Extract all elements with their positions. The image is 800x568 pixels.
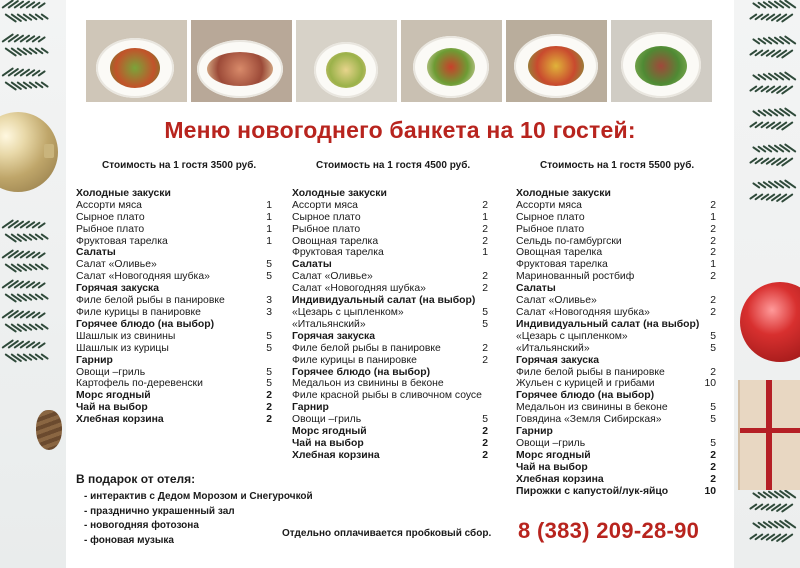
menu-item-row	[516, 414, 716, 426]
menu-item-label: Ассорти мяса	[292, 199, 358, 211]
menu-item-qty: 1	[266, 223, 272, 235]
menu-item-label: Чай на выбор	[292, 437, 364, 449]
menu-item-label: «Цезарь с цыпленком»	[292, 306, 404, 318]
menu-item-label: Горячая закуска	[516, 354, 600, 366]
menu-item-row	[76, 378, 272, 390]
menu-item-row	[292, 355, 488, 367]
menu-item-row	[516, 212, 716, 224]
menu-item-label: Говядина «Земля Сибирская»	[516, 414, 662, 426]
menu-item-qty: 5	[266, 259, 272, 271]
menu-item-row	[292, 414, 488, 426]
menu-item-qty: 2	[710, 449, 716, 461]
menu-item-qty: 2	[482, 342, 488, 354]
menu-item-label: Салаты	[292, 259, 332, 271]
menu-item-qty: 5	[482, 414, 488, 426]
menu-item-label: Горячее блюдо (на выбор)	[292, 366, 431, 378]
menu-item-qty: 2	[710, 235, 716, 247]
menu-section-row	[516, 319, 716, 331]
menu-item-row	[292, 247, 488, 259]
menu-item-row	[516, 236, 716, 248]
menu-item-label: Сырное плато	[292, 211, 361, 223]
menu-item-qty: 5	[710, 437, 716, 449]
menu-item-label: Овощи –гриль	[516, 437, 586, 449]
menu-column-3500	[76, 160, 272, 426]
column-price: Стоимость на 1 гостя 5500 руб.	[540, 160, 695, 171]
menu-item-label: Салаты	[76, 247, 116, 259]
menu-list	[516, 188, 716, 498]
menu-item-row	[292, 283, 488, 295]
caesar-salad-photo	[296, 20, 397, 102]
menu-item-qty: 2	[482, 437, 488, 449]
menu-item-label: Холодные закуски	[516, 187, 611, 199]
menu-item-label: Овощная тарелка	[516, 247, 603, 259]
pine-cone-icon	[36, 410, 62, 450]
menu-item-label: Жульен с курицей и грибами	[516, 378, 655, 390]
menu-item-qty: 1	[482, 247, 488, 259]
menu-item-label: Хлебная корзина	[292, 449, 380, 461]
menu-section-row	[76, 402, 272, 414]
cork-fee-note: Отдельно оплачивается пробковый сбор.	[282, 528, 492, 539]
menu-section-row	[76, 390, 272, 402]
menu-item-qty: 10	[704, 485, 716, 497]
menu-item-qty: 3	[266, 295, 272, 307]
menu-item-qty: 5	[482, 318, 488, 330]
gift-box-icon	[738, 380, 800, 490]
menu-item-qty: 2	[266, 402, 272, 414]
menu-item-label: Сельдь по-гамбургски	[516, 235, 622, 247]
menu-item-label: Филе красной рыбы в сливочном соусе	[292, 390, 482, 402]
menu-column-4500	[292, 160, 488, 462]
gift-item: - фоновая музыка	[84, 534, 174, 546]
menu-section-row	[516, 486, 716, 498]
menu-item-qty: 10	[704, 378, 716, 390]
menu-item-qty: 2	[482, 283, 488, 295]
menu-item-qty: 5	[710, 330, 716, 342]
menu-section-row	[292, 402, 488, 414]
menu-item-row	[76, 295, 272, 307]
menu-item-row	[516, 224, 716, 236]
menu-section-row	[292, 188, 488, 200]
menu-item-label: Чай на выбор	[76, 402, 148, 414]
red-bauble-icon	[740, 282, 800, 362]
menu-item-row	[76, 236, 272, 248]
menu-section-row	[76, 188, 272, 200]
menu-item-label: Маринованный ростбиф	[516, 271, 635, 283]
gift-item: - новогодняя фотозона	[84, 520, 199, 532]
menu-section-row	[76, 247, 272, 259]
menu-item-row	[76, 212, 272, 224]
menu-item-label: Картофель по-деревенски	[76, 378, 203, 390]
salad-plate-photo	[86, 20, 187, 102]
greens-salad-photo	[611, 20, 712, 102]
menu-item-row	[516, 378, 716, 390]
menu-item-qty: 2	[482, 199, 488, 211]
menu-item-row	[516, 307, 716, 319]
menu-item-label: Горячая закуска	[292, 330, 376, 342]
menu-item-label: Салат «Новогодняя шубка»	[516, 306, 650, 318]
menu-item-qty: 5	[710, 414, 716, 426]
column-price: Стоимость на 1 гостя 4500 руб.	[316, 160, 471, 171]
menu-item-label: Медальон из свинины в беконе	[516, 402, 668, 414]
menu-item-row	[292, 271, 488, 283]
menu-item-row	[516, 438, 716, 450]
menu-item-row	[292, 236, 488, 248]
menu-item-qty: 5	[266, 378, 272, 390]
menu-item-label: Филе белой рыбы в панировке	[292, 342, 441, 354]
menu-item-qty: 2	[482, 271, 488, 283]
menu-item-qty: 2	[710, 366, 716, 378]
menu-item-row	[76, 259, 272, 271]
menu-section-row	[516, 450, 716, 462]
right-decoration	[734, 0, 800, 568]
menu-list	[76, 188, 272, 426]
menu-item-label: Ассорти мяса	[516, 199, 582, 211]
gift-item: - интерактив с Дедом Морозом и Снегурочкой	[84, 491, 313, 502]
menu-item-qty: 5	[266, 330, 272, 342]
menu-item-row	[76, 271, 272, 283]
menu-item-label: Хлебная корзина	[76, 414, 164, 426]
menu-item-row	[516, 367, 716, 379]
menu-item-label: Рыбное плато	[292, 223, 361, 235]
menu-item-label: Овощи –гриль	[292, 414, 362, 426]
menu-item-label: Морс ягодный	[76, 390, 151, 402]
menu-item-row	[292, 224, 488, 236]
meat-platter-photo	[191, 20, 292, 102]
menu-item-qty: 5	[710, 402, 716, 414]
menu-item-label: Шашлык из курицы	[76, 342, 169, 354]
phone-number[interactable]: 8 (383) 209-28-90	[518, 518, 700, 543]
menu-item-qty: 2	[482, 235, 488, 247]
menu-item-label: Сырное плато	[76, 211, 145, 223]
menu-item-label: Морс ягодный	[516, 449, 591, 461]
menu-section-row	[516, 426, 716, 438]
menu-item-label: «Цезарь с цыпленком»	[516, 330, 628, 342]
menu-item-row	[76, 331, 272, 343]
menu-item-label: Филе курицы в панировке	[292, 354, 417, 366]
menu-section-row	[292, 450, 488, 462]
menu-item-row	[516, 331, 716, 343]
menu-item-qty: 1	[482, 211, 488, 223]
menu-item-qty: 1	[266, 235, 272, 247]
menu-item-qty: 5	[266, 271, 272, 283]
menu-section-row	[292, 367, 488, 379]
menu-section-row	[516, 390, 716, 402]
menu-item-label: Филе белой рыбы в панировке	[516, 366, 665, 378]
menu-section-row	[516, 188, 716, 200]
menu-item-row	[292, 200, 488, 212]
menu-item-label: Филе белой рыбы в панировке	[76, 295, 225, 307]
menu-item-row	[516, 402, 716, 414]
menu-item-qty: 2	[710, 295, 716, 307]
left-decoration	[0, 0, 66, 568]
menu-item-label: Салаты	[516, 283, 556, 295]
menu-item-label: Рыбное плато	[76, 223, 145, 235]
menu-column-5500	[516, 160, 716, 497]
gift-item: - празднично украшенный зал	[84, 505, 235, 517]
menu-section-row	[76, 414, 272, 426]
menu-item-row	[76, 224, 272, 236]
menu-item-qty: 5	[710, 342, 716, 354]
menu-item-label: Овощная тарелка	[292, 235, 379, 247]
menu-item-qty: 2	[710, 461, 716, 473]
menu-item-qty: 5	[266, 366, 272, 378]
menu-item-label: Филе курицы в панировке	[76, 306, 201, 318]
menu-section-row	[76, 355, 272, 367]
menu-section-row	[292, 331, 488, 343]
menu-item-row	[292, 390, 488, 402]
menu-item-label: Ассорти мяса	[76, 199, 142, 211]
menu-item-qty: 2	[710, 306, 716, 318]
menu-item-qty: 2	[710, 473, 716, 485]
menu-item-qty: 1	[710, 211, 716, 223]
menu-item-qty: 1	[266, 199, 272, 211]
menu-item-label: Салат «Новогодняя шубка»	[76, 271, 210, 283]
menu-section-row	[76, 319, 272, 331]
menu-item-label: Чай на выбор	[516, 461, 588, 473]
menu-item-label: Холодные закуски	[76, 187, 171, 199]
menu-item-label: Индивидуальный салат (на выбор)	[516, 318, 700, 330]
menu-item-row	[76, 307, 272, 319]
menu-item-row	[292, 378, 488, 390]
menu-item-label: Гарнир	[76, 354, 113, 366]
menu-item-row	[516, 259, 716, 271]
menu-item-qty: 2	[482, 223, 488, 235]
menu-item-qty: 2	[710, 199, 716, 211]
menu-item-label: Медальон из свинины в беконе	[292, 378, 444, 390]
menu-item-qty: 2	[266, 390, 272, 402]
menu-item-qty: 2	[710, 247, 716, 259]
menu-item-qty: 2	[482, 449, 488, 461]
menu-item-qty: 5	[482, 306, 488, 318]
menu-item-row	[292, 319, 488, 331]
menu-item-qty: 2	[266, 414, 272, 426]
menu-item-row	[76, 343, 272, 355]
menu-item-qty: 5	[266, 342, 272, 354]
menu-item-label: Морс ягодный	[292, 426, 367, 438]
menu-item-row	[292, 212, 488, 224]
menu-item-label: Горячее блюдо (на выбор)	[76, 318, 215, 330]
food-photo-strip	[86, 20, 712, 102]
menu-item-label: Шашлык из свинины	[76, 330, 176, 342]
menu-item-label: Хлебная корзина	[516, 473, 604, 485]
menu-section-row	[292, 438, 488, 450]
menu-item-row	[516, 343, 716, 355]
menu-item-label: Гарнир	[516, 426, 553, 438]
menu-item-row	[516, 271, 716, 283]
menu-item-label: «Итальянский»	[292, 318, 366, 330]
menu-section-row	[516, 474, 716, 486]
menu-item-row	[516, 247, 716, 259]
menu-item-qty: 2	[482, 426, 488, 438]
menu-item-row	[76, 367, 272, 379]
menu-section-row	[516, 283, 716, 295]
menu-item-row	[292, 343, 488, 355]
menu-item-row	[516, 295, 716, 307]
menu-item-label: Горячее блюдо (на выбор)	[516, 390, 655, 402]
menu-item-label: Холодные закуски	[292, 187, 387, 199]
menu-section-row	[292, 295, 488, 307]
menu-item-label: Сырное плато	[516, 211, 585, 223]
menu-item-qty: 2	[710, 271, 716, 283]
menu-item-label: Гарнир	[292, 402, 329, 414]
menu-list	[292, 188, 488, 462]
menu-item-label: Фруктовая тарелка	[76, 235, 168, 247]
vegetable-salad-photo	[401, 20, 502, 102]
page-title: Меню новогоднего банкета на 10 гостей:	[164, 117, 636, 143]
menu-item-label: Салат «Оливье»	[292, 271, 373, 283]
menu-item-label: Салат «Оливье»	[76, 259, 157, 271]
menu-item-label: Горячая закуска	[76, 283, 160, 295]
menu-item-row	[292, 307, 488, 319]
menu-item-qty: 3	[266, 306, 272, 318]
fruit-plate-photo	[506, 20, 607, 102]
menu-item-qty: 1	[710, 259, 716, 271]
menu-item-qty: 2	[482, 354, 488, 366]
menu-item-label: Рыбное плато	[516, 223, 585, 235]
menu-item-row	[516, 200, 716, 212]
menu-item-label: Салат «Оливье»	[516, 295, 597, 307]
gifts-title: В подарок от отеля:	[76, 472, 196, 486]
menu-item-label: «Итальянский»	[516, 342, 590, 354]
menu-section-row	[516, 355, 716, 367]
menu-item-label: Индивидуальный салат (на выбор)	[292, 295, 476, 307]
menu-section-row	[292, 426, 488, 438]
menu-section-row	[76, 283, 272, 295]
menu-item-label: Фруктовая тарелка	[292, 247, 384, 259]
menu-section-row	[516, 462, 716, 474]
menu-item-row	[76, 200, 272, 212]
menu-item-label: Фруктовая тарелка	[516, 259, 608, 271]
menu-item-label: Овощи –гриль	[76, 366, 146, 378]
menu-section-row	[292, 259, 488, 271]
menu-item-label: Пирожки с капустой/лук-яйцо	[516, 485, 669, 497]
menu-item-qty: 1	[266, 211, 272, 223]
column-price: Стоимость на 1 гостя 3500 руб.	[102, 160, 257, 171]
menu-item-label: Салат «Новогодняя шубка»	[292, 283, 426, 295]
menu-item-qty: 2	[710, 223, 716, 235]
